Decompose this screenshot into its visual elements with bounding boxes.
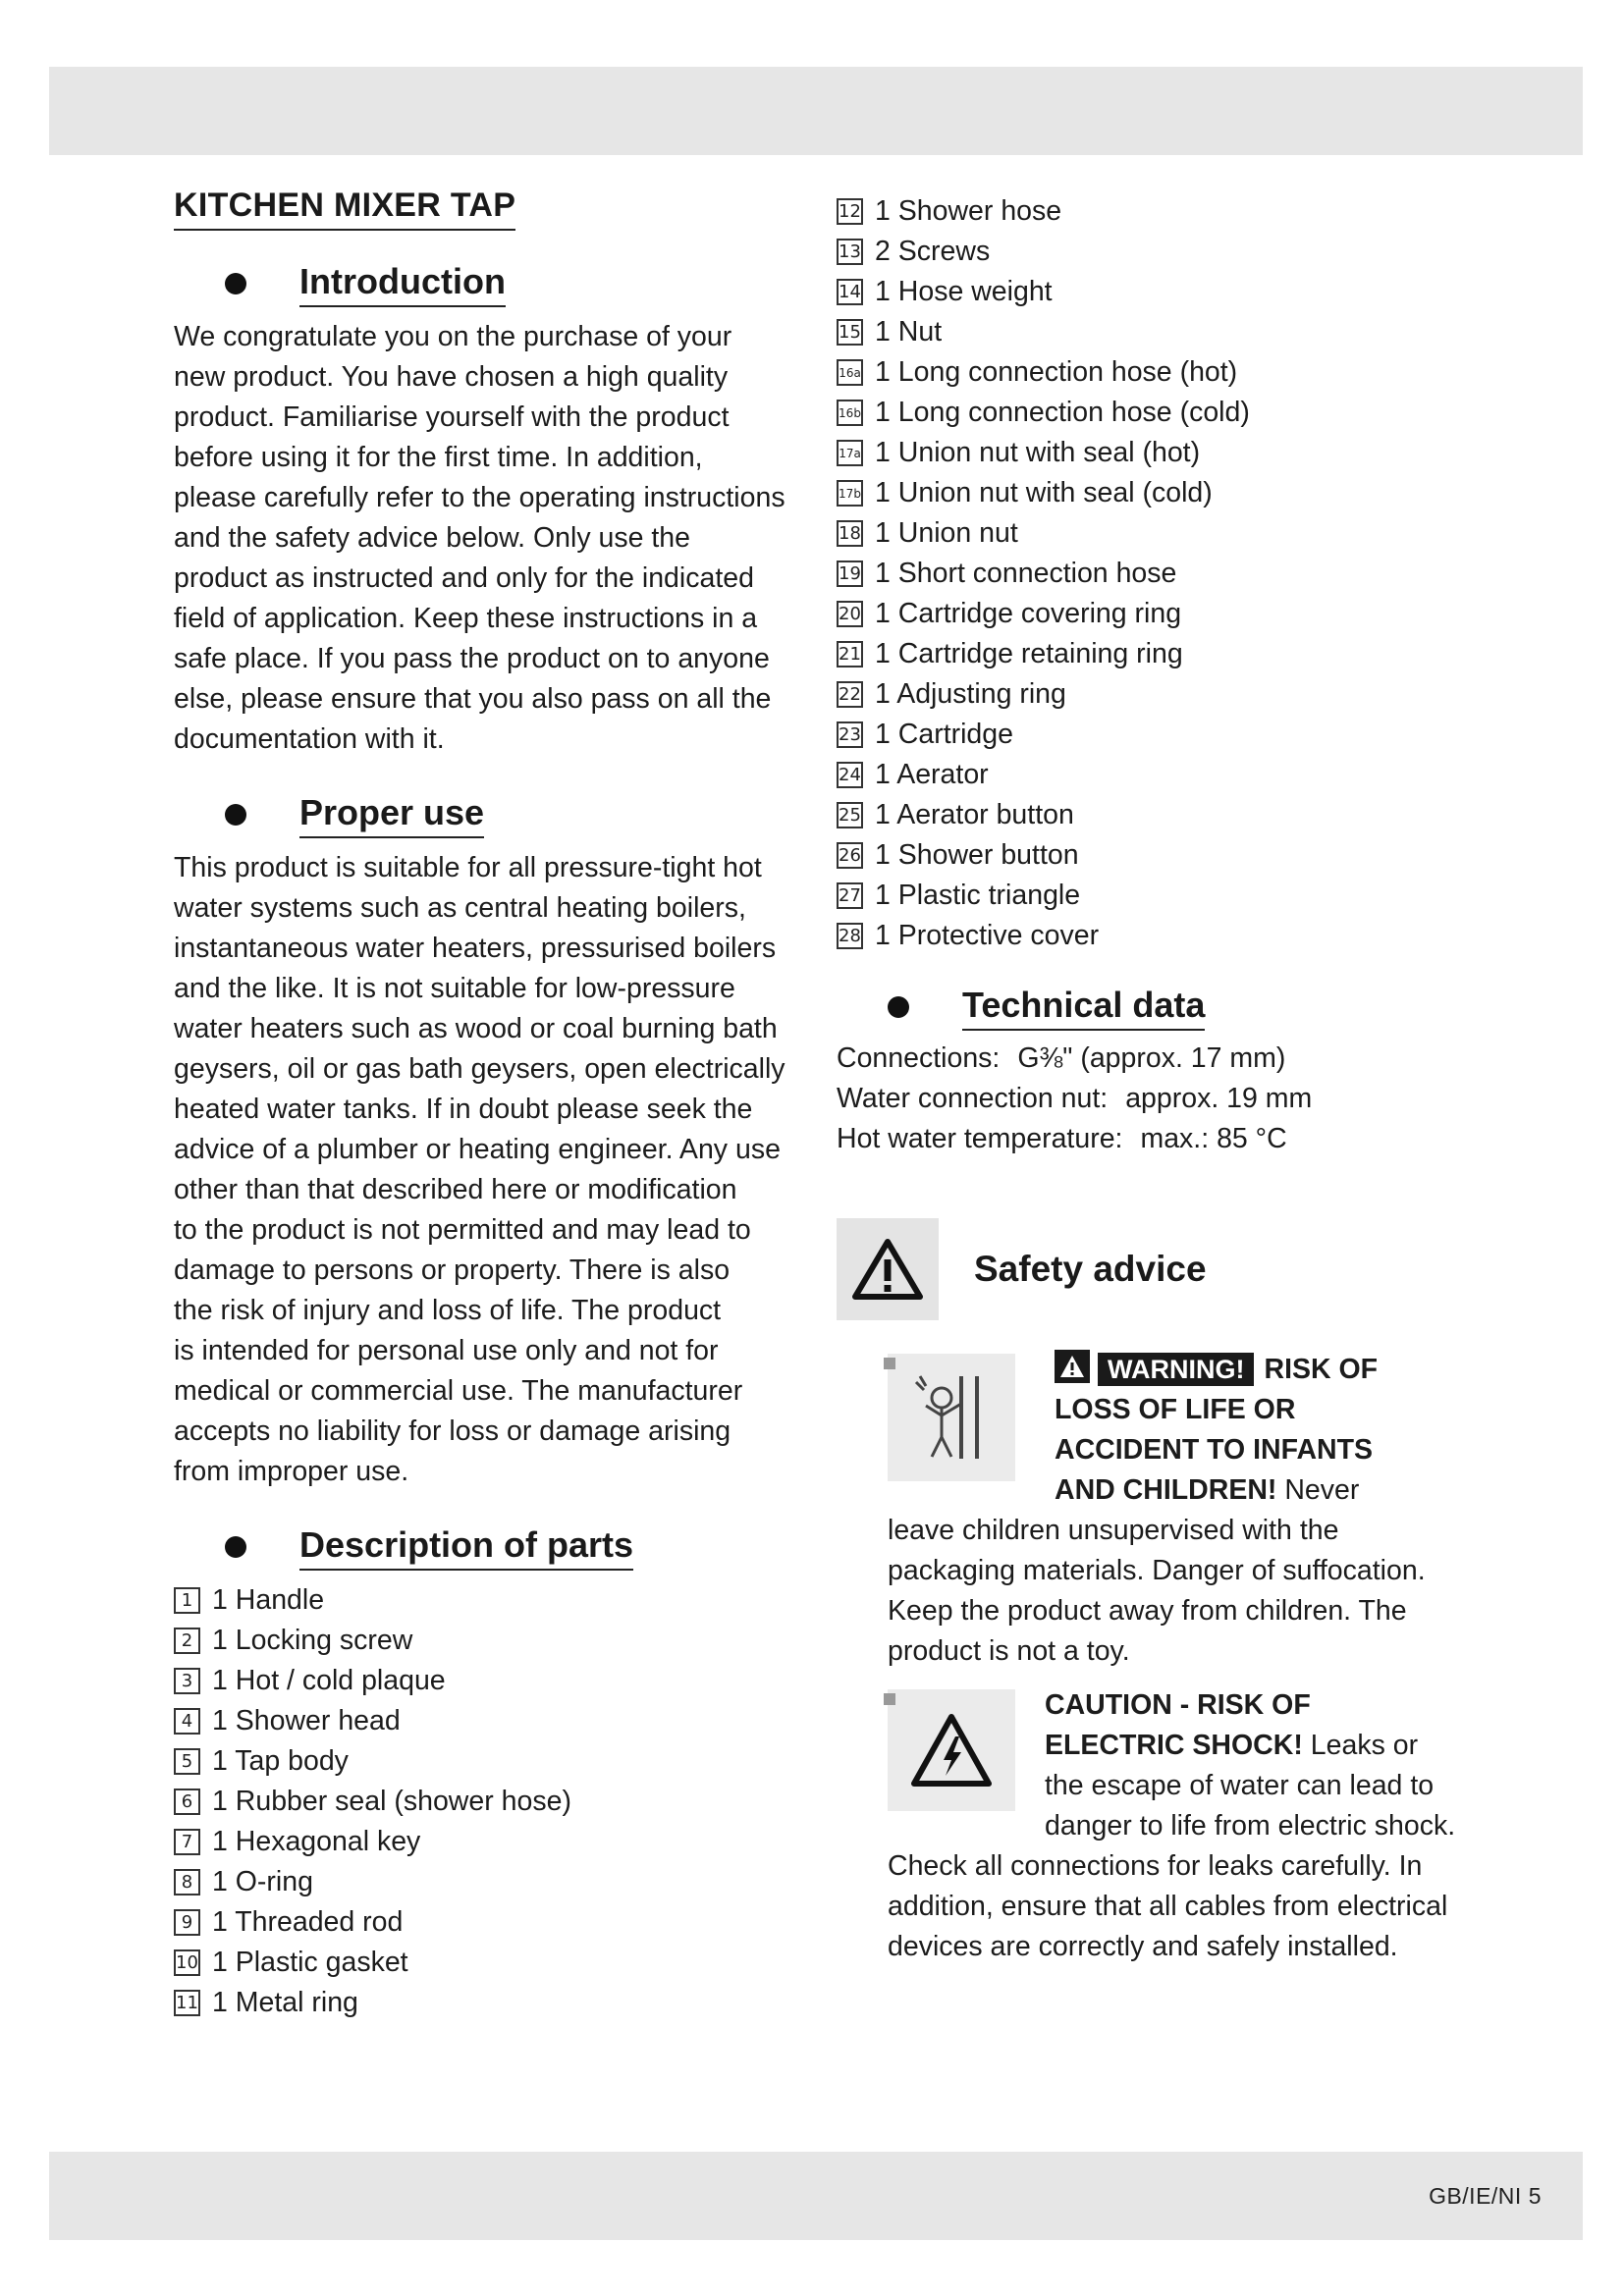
- safety-title: Safety advice: [974, 1249, 1207, 1289]
- caution-heading-2: ELECTRIC SHOCK!: [1045, 1730, 1303, 1761]
- warning-label: WARNING!: [1098, 1353, 1254, 1386]
- part-number-badge: 6: [174, 1789, 200, 1815]
- part-number-badge: 5: [174, 1748, 200, 1775]
- part-label: 1 Short connection hose: [875, 558, 1177, 589]
- parts-list-right: [837, 191, 1465, 956]
- warning-text: [888, 1511, 1467, 1672]
- caution-shock-block: [888, 1685, 1467, 1967]
- part-item: [837, 795, 1465, 835]
- paragraph-line: This product is suitable for all pressure-tight hot: [174, 852, 762, 883]
- part-number-badge: 27: [837, 882, 863, 909]
- part-item: [837, 473, 1465, 513]
- caution-heading-1: CAUTION - RISK OF: [1045, 1689, 1311, 1721]
- part-label: 1 Shower head: [212, 1705, 401, 1736]
- part-number-badge: 26: [837, 842, 863, 869]
- part-item: [837, 715, 1465, 755]
- part-item: [837, 835, 1465, 876]
- paragraph-line: field of application. Keep these instructions in a: [174, 603, 758, 634]
- paragraph-line: Check all connections for leaks carefully. In: [888, 1850, 1423, 1882]
- part-item: [837, 674, 1465, 715]
- proper-use-heading: [174, 793, 802, 836]
- part-number-badge: 8: [174, 1869, 200, 1896]
- part-number-badge: 11: [174, 1990, 200, 2016]
- paragraph-line: advice of a plumber or heating engineer. Any use: [174, 1134, 781, 1165]
- part-label: 1 Cartridge retaining ring: [875, 638, 1183, 669]
- part-label: 1 Plastic triangle: [875, 880, 1081, 911]
- child-hazard-icon: [888, 1354, 1015, 1481]
- warning-heading-4: AND CHILDREN!: [1055, 1474, 1277, 1506]
- parts-heading: [174, 1525, 802, 1569]
- paragraph-line: product as instructed and only for the indicated: [174, 562, 754, 594]
- paragraph-line: Keep the product away from children. The: [888, 1595, 1407, 1627]
- part-number-badge: 17a: [837, 440, 863, 466]
- technical-label: Water connection nut:: [837, 1083, 1109, 1114]
- technical-value: G⅜" (approx. 17 mm): [1017, 1042, 1286, 1074]
- part-label: 1 Threaded rod: [212, 1906, 404, 1938]
- safety-heading: [837, 1218, 1465, 1320]
- paragraph-line: documentation with it.: [174, 723, 445, 755]
- part-item: [837, 312, 1465, 352]
- paragraph-line: damage to persons or property. There is also: [174, 1255, 731, 1286]
- part-item: [837, 272, 1465, 312]
- part-label: 1 Long connection hose (cold): [875, 397, 1250, 428]
- part-item: [174, 1741, 802, 1782]
- warning-heading-2: LOSS OF LIFE OR: [1055, 1394, 1296, 1425]
- page-number: GB/IE/NI 5: [1429, 2183, 1542, 2209]
- part-label: 1 Shower button: [875, 839, 1079, 871]
- part-item: [174, 1701, 802, 1741]
- caution-text-1: Leaks or: [1310, 1730, 1419, 1761]
- paragraph-line: heated water tanks. If in doubt please seek the: [174, 1094, 753, 1125]
- part-number-badge: 19: [837, 561, 863, 587]
- paragraph-line: product. Familiarise yourself with the product: [174, 401, 730, 433]
- section-title: Description of parts: [299, 1523, 633, 1571]
- part-label: 1 Union nut: [875, 517, 1018, 549]
- technical-row: [837, 1119, 1465, 1159]
- part-item: [174, 1902, 802, 1943]
- part-label: 1 Plastic gasket: [212, 1947, 408, 1978]
- part-label: 1 Hot / cold plaque: [212, 1665, 446, 1696]
- warning-badge-icon: [1055, 1350, 1090, 1383]
- warning-children-block: [888, 1350, 1467, 1672]
- paragraph-line: before using it for the first time. In addition,: [174, 442, 703, 473]
- part-label: 1 Metal ring: [212, 1987, 358, 2018]
- paragraph-line: is intended for personal use only and not for: [174, 1335, 719, 1366]
- list-square-icon: [884, 1358, 895, 1369]
- part-number-badge: 18: [837, 520, 863, 547]
- technical-heading: [837, 986, 1465, 1029]
- paragraph-line: geysers, oil or gas bath geysers, open electrically: [174, 1053, 785, 1085]
- part-label: 1 Hose weight: [875, 276, 1053, 307]
- part-label: 1 Union nut with seal (hot): [875, 437, 1201, 468]
- page-title: KITCHEN MIXER TAP: [174, 187, 515, 231]
- part-item: [174, 1782, 802, 1822]
- technical-label: Connections:: [837, 1042, 1001, 1074]
- part-number-badge: 25: [837, 802, 863, 828]
- part-label: 1 Nut: [875, 316, 943, 347]
- part-label: 1 Protective cover: [875, 920, 1100, 951]
- part-number-badge: 2: [174, 1628, 200, 1654]
- part-label: 1 Union nut with seal (cold): [875, 477, 1213, 508]
- caution-text-2: the escape of water can lead to: [1045, 1770, 1435, 1801]
- caution-text-3: danger to life from electric shock.: [1045, 1810, 1456, 1842]
- part-label: 1 Adjusting ring: [875, 678, 1066, 710]
- part-label: 1 O-ring: [212, 1866, 313, 1897]
- section-title: Proper use: [299, 791, 484, 838]
- part-item: [837, 916, 1465, 956]
- paragraph-line: leave children unsupervised with the: [888, 1515, 1339, 1546]
- header-bar: [49, 67, 1583, 155]
- part-number-badge: 22: [837, 681, 863, 708]
- technical-label: Hot water temperature:: [837, 1123, 1123, 1154]
- right-column: [837, 191, 1465, 1967]
- section-title: Introduction: [299, 260, 506, 307]
- part-number-badge: 3: [174, 1668, 200, 1694]
- part-item: [837, 352, 1465, 393]
- warning-heading-3: ACCIDENT TO INFANTS: [1055, 1434, 1374, 1466]
- part-number-badge: 12: [837, 198, 863, 225]
- introduction-heading: [174, 262, 802, 305]
- part-item: [174, 1661, 802, 1701]
- part-number-badge: 28: [837, 923, 863, 949]
- part-label: 1 Hexagonal key: [212, 1826, 421, 1857]
- paragraph-line: water systems such as central heating boilers,: [174, 892, 746, 924]
- paragraph-line: other than that described here or modification: [174, 1174, 737, 1205]
- paragraph-line: devices are correctly and safely installed.: [888, 1931, 1398, 1962]
- left-column: [174, 177, 802, 2023]
- warning-triangle-icon: [837, 1218, 939, 1320]
- caution-text: [888, 1846, 1467, 1967]
- paragraph-line: please carefully refer to the operating instructions: [174, 482, 785, 513]
- part-number-badge: 20: [837, 601, 863, 627]
- part-label: 1 Long connection hose (hot): [875, 356, 1238, 388]
- paragraph-line: instantaneous water heaters, pressurised boilers: [174, 933, 777, 964]
- part-label: 1 Aerator: [875, 759, 989, 790]
- bullet-icon: [888, 996, 909, 1018]
- paragraph-line: accepts no liability for loss or damage arising: [174, 1415, 731, 1447]
- part-label: 1 Cartridge: [875, 719, 1013, 750]
- part-number-badge: 16a: [837, 359, 863, 386]
- paragraph-line: medical or commercial use. The manufacturer: [174, 1375, 743, 1407]
- bullet-icon: [225, 804, 246, 826]
- part-item: [174, 1862, 802, 1902]
- paragraph-line: from improper use.: [174, 1456, 409, 1487]
- part-item: [174, 1621, 802, 1661]
- paragraph-line: new product. You have chosen a high quality: [174, 361, 729, 393]
- part-number-badge: 9: [174, 1909, 200, 1936]
- part-label: 1 Rubber seal (shower hose): [212, 1786, 571, 1817]
- electric-shock-icon: [888, 1689, 1015, 1811]
- part-number-badge: 13: [837, 239, 863, 265]
- part-number-badge: 7: [174, 1829, 200, 1855]
- part-item: [837, 393, 1465, 433]
- part-item: [837, 513, 1465, 554]
- paragraph-line: product is not a toy.: [888, 1635, 1130, 1667]
- part-label: 1 Aerator button: [875, 799, 1074, 830]
- paragraph-line: and the like. It is not suitable for low-pressure: [174, 973, 735, 1004]
- part-item: [174, 1943, 802, 1983]
- part-number-badge: 21: [837, 641, 863, 667]
- part-item: [174, 1580, 802, 1621]
- paragraph-line: to the product is not permitted and may lead to: [174, 1214, 751, 1246]
- part-item: [174, 1983, 802, 2023]
- part-item: [174, 1822, 802, 1862]
- part-number-badge: 14: [837, 279, 863, 305]
- warning-text-start: Never: [1284, 1474, 1360, 1506]
- technical-row: [837, 1039, 1465, 1079]
- technical-data: [837, 1039, 1465, 1159]
- part-number-badge: 4: [174, 1708, 200, 1735]
- part-item: [837, 634, 1465, 674]
- part-number-badge: 24: [837, 762, 863, 788]
- introduction-text: [174, 317, 802, 760]
- parts-list-left: [174, 1580, 802, 2023]
- part-item: [837, 232, 1465, 272]
- part-label: 2 Screws: [875, 236, 991, 267]
- part-item: [837, 755, 1465, 795]
- technical-value: approx. 19 mm: [1125, 1083, 1313, 1114]
- paragraph-line: else, please ensure that you also pass on all the: [174, 683, 772, 715]
- paragraph-line: packaging materials. Danger of suffocation.: [888, 1555, 1426, 1586]
- list-square-icon: [884, 1693, 895, 1705]
- section-title: Technical data: [962, 984, 1205, 1031]
- part-label: 1 Locking screw: [212, 1625, 413, 1656]
- paragraph-line: water heaters such as wood or coal burning bath: [174, 1013, 778, 1044]
- part-number-badge: 17b: [837, 480, 863, 507]
- bullet-icon: [225, 1536, 246, 1558]
- part-label: 1 Tap body: [212, 1745, 349, 1777]
- part-item: [837, 594, 1465, 634]
- paragraph-line: addition, ensure that all cables from electrical: [888, 1891, 1448, 1922]
- part-item: [837, 191, 1465, 232]
- part-number-badge: 15: [837, 319, 863, 346]
- part-label: 1 Handle: [212, 1584, 325, 1616]
- bullet-icon: [225, 273, 246, 294]
- technical-value: max.: 85 °C: [1140, 1123, 1287, 1154]
- part-number-badge: 16b: [837, 400, 863, 426]
- part-item: [837, 433, 1465, 473]
- part-label: 1 Shower hose: [875, 195, 1062, 227]
- paragraph-line: We congratulate you on the purchase of your: [174, 321, 732, 352]
- technical-row: [837, 1079, 1465, 1119]
- footer-bar: [49, 2152, 1583, 2240]
- part-number-badge: 10: [174, 1949, 200, 1976]
- paragraph-line: safe place. If you pass the product on to anyone: [174, 643, 770, 674]
- part-item: [837, 876, 1465, 916]
- paragraph-line: and the safety advice below. Only use the: [174, 522, 690, 554]
- proper-use-text: [174, 848, 802, 1492]
- part-number-badge: 1: [174, 1587, 200, 1614]
- part-label: 1 Cartridge covering ring: [875, 598, 1182, 629]
- paragraph-line: the risk of injury and loss of life. The product: [174, 1295, 722, 1326]
- warning-heading-1: RISK OF: [1264, 1354, 1379, 1385]
- part-number-badge: 23: [837, 721, 863, 748]
- part-item: [837, 554, 1465, 594]
